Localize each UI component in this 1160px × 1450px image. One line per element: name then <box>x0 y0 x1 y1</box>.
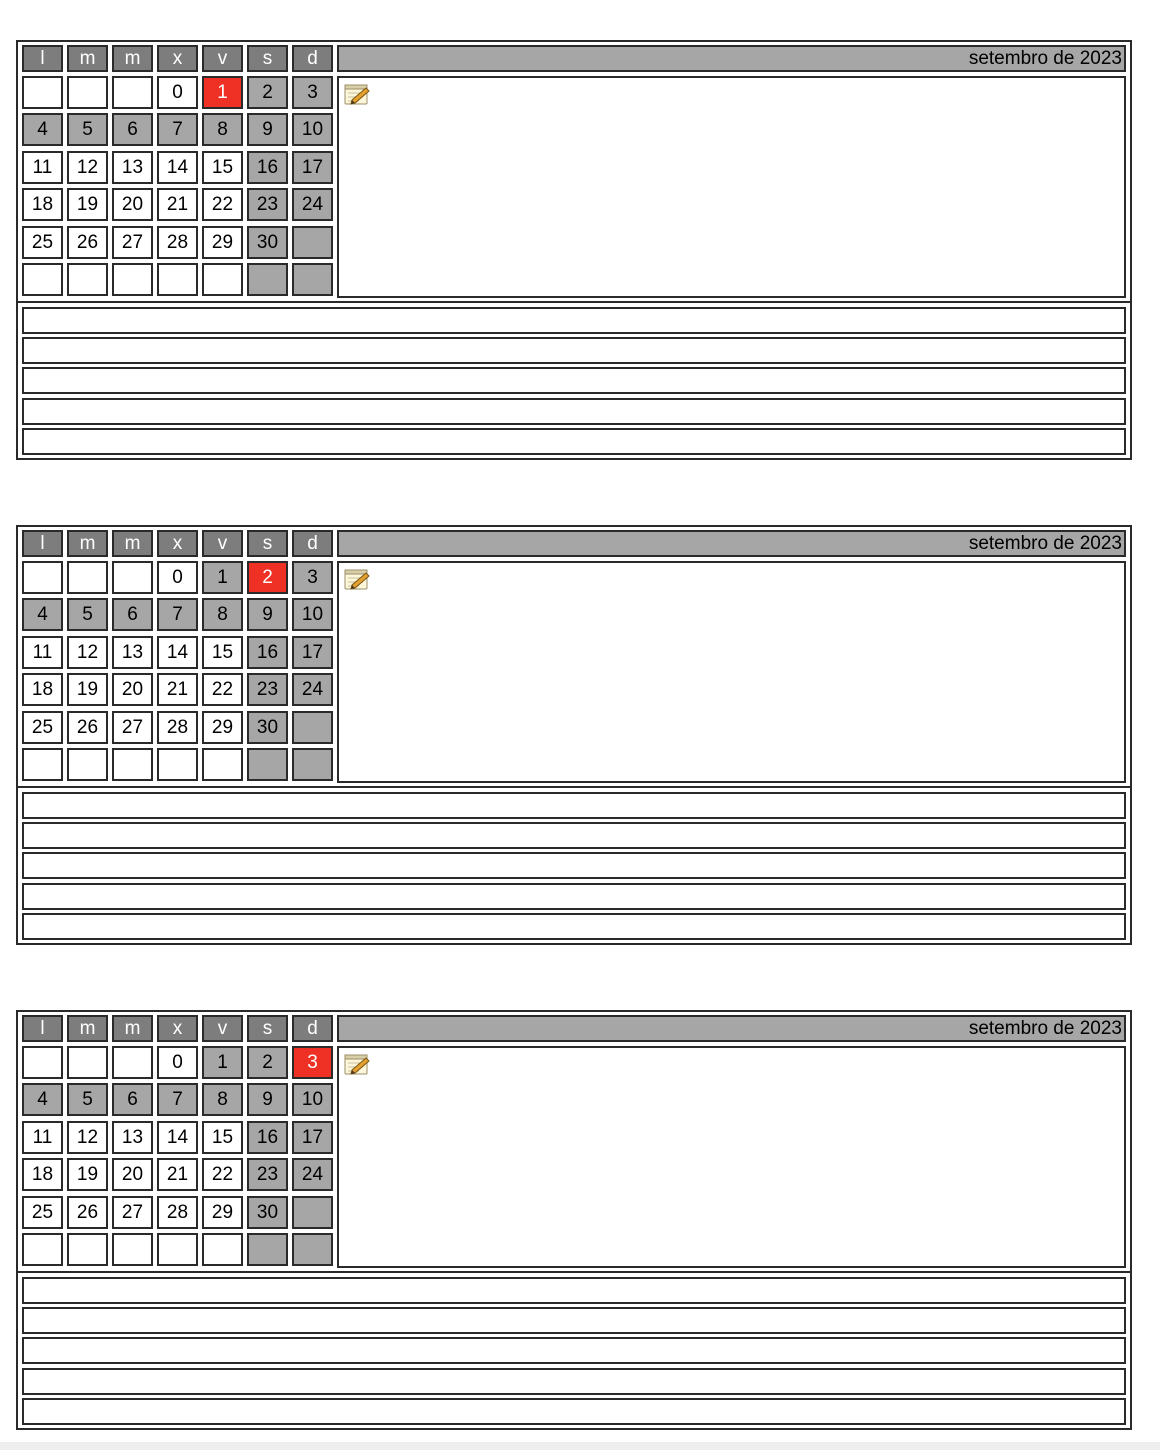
calendar-day[interactable]: 25 <box>22 711 63 744</box>
calendar-day[interactable]: 12 <box>67 636 108 669</box>
calendar-day[interactable]: 27 <box>112 711 153 744</box>
calendar-empty-cell <box>202 1233 243 1266</box>
calendar-empty-cell <box>292 748 333 781</box>
planner-top-area <box>18 42 1130 298</box>
planner-divider <box>18 786 1130 788</box>
calendar-empty-cell <box>247 1233 288 1266</box>
calendar-empty-cell <box>112 561 153 594</box>
calendar-day[interactable]: 10 <box>292 598 333 631</box>
weekday-header: x <box>157 45 198 72</box>
calendar-day[interactable]: 3 <box>292 561 333 594</box>
calendar-day[interactable]: 30 <box>247 1196 288 1229</box>
calendar-day[interactable]: 19 <box>67 188 108 221</box>
calendar-day[interactable]: 20 <box>112 673 153 706</box>
calendar-day[interactable]: 6 <box>112 598 153 631</box>
calendar-empty-cell <box>67 263 108 296</box>
calendar-day[interactable]: 17 <box>292 1121 333 1154</box>
calendar-day[interactable]: 5 <box>67 113 108 146</box>
calendar-empty-cell <box>22 1046 63 1079</box>
note-line[interactable] <box>22 1277 1126 1304</box>
calendar-day[interactable]: 11 <box>22 636 63 669</box>
calendar-empty-cell <box>157 1233 198 1266</box>
calendar-day[interactable]: 26 <box>67 711 108 744</box>
calendar-day[interactable]: 15 <box>202 1121 243 1154</box>
planner-divider <box>18 1271 1130 1273</box>
calendar-day[interactable]: 20 <box>112 1158 153 1191</box>
calendar-day[interactable]: 19 <box>67 673 108 706</box>
weekday-header: m <box>112 1015 153 1042</box>
calendar-day[interactable]: 30 <box>247 711 288 744</box>
calendar-empty-cell <box>292 263 333 296</box>
calendar-empty-cell <box>247 748 288 781</box>
calendar-day[interactable]: 21 <box>157 1158 198 1191</box>
calendar-empty-cell <box>67 1046 108 1079</box>
note-line[interactable] <box>22 1398 1126 1425</box>
calendar-day[interactable]: 13 <box>112 636 153 669</box>
calendar-empty-cell <box>292 711 333 744</box>
calendar-empty-cell <box>112 748 153 781</box>
calendar-day[interactable]: 17 <box>292 636 333 669</box>
note-line[interactable] <box>22 913 1126 940</box>
weekday-header: s <box>247 45 288 72</box>
planner-top-area <box>18 1012 1130 1268</box>
calendar-day[interactable]: 12 <box>67 151 108 184</box>
calendar-day-selected[interactable]: 1 <box>202 76 243 109</box>
calendar-day[interactable]: 4 <box>22 1083 63 1116</box>
calendar-empty-cell <box>22 561 63 594</box>
calendar-empty-cell <box>67 1233 108 1266</box>
day-planner <box>16 525 1132 945</box>
calendar-day[interactable]: 10 <box>292 113 333 146</box>
page-bottom-strip <box>0 1442 1160 1450</box>
calendar-day[interactable]: 20 <box>112 188 153 221</box>
calendar-day[interactable]: 1 <box>202 561 243 594</box>
edit-note-icon[interactable] <box>343 1051 371 1077</box>
month-label: setembro de 2023 <box>337 1015 1126 1042</box>
calendar-day[interactable]: 4 <box>22 598 63 631</box>
calendar-empty-cell <box>22 748 63 781</box>
calendar-empty-cell <box>67 561 108 594</box>
weekday-header: m <box>67 1015 108 1042</box>
calendar-day[interactable]: 21 <box>157 673 198 706</box>
calendar-empty-cell <box>292 226 333 259</box>
calendar-day[interactable]: 25 <box>22 226 63 259</box>
calendar-day-selected[interactable]: 2 <box>247 561 288 594</box>
calendar-day[interactable]: 10 <box>292 1083 333 1116</box>
day-planner <box>16 1010 1132 1430</box>
calendar-empty-cell <box>112 76 153 109</box>
calendar-day[interactable]: 2 <box>247 1046 288 1079</box>
calendar-day[interactable]: 14 <box>157 636 198 669</box>
calendar-day[interactable]: 24 <box>292 1158 333 1191</box>
note-line[interactable] <box>22 792 1126 819</box>
calendar-day[interactable]: 15 <box>202 151 243 184</box>
calendar-day[interactable]: 29 <box>202 226 243 259</box>
calendar-day[interactable]: 7 <box>157 1083 198 1116</box>
calendar-day[interactable]: 14 <box>157 1121 198 1154</box>
calendar-day[interactable]: 11 <box>22 1121 63 1154</box>
calendar-day[interactable]: 18 <box>22 188 63 221</box>
calendar-day[interactable]: 22 <box>202 673 243 706</box>
planner-top-area <box>18 527 1130 783</box>
calendar-empty-cell <box>202 263 243 296</box>
calendar-day[interactable]: 8 <box>202 113 243 146</box>
weekday-header: d <box>292 530 333 557</box>
note-line[interactable] <box>22 852 1126 879</box>
calendar-empty-cell <box>157 748 198 781</box>
calendar-day[interactable]: 30 <box>247 226 288 259</box>
weekday-header: d <box>292 1015 333 1042</box>
calendar-empty-cell <box>292 1233 333 1266</box>
calendar-day[interactable]: 28 <box>157 711 198 744</box>
calendar-day[interactable]: 9 <box>247 598 288 631</box>
calendar-day[interactable]: 15 <box>202 636 243 669</box>
weekday-header: s <box>247 1015 288 1042</box>
calendar-day[interactable]: 16 <box>247 1121 288 1154</box>
calendar-day[interactable]: 28 <box>157 226 198 259</box>
month-label: setembro de 2023 <box>337 530 1126 557</box>
calendar-day[interactable]: 13 <box>112 151 153 184</box>
weekday-header: l <box>22 530 63 557</box>
weekday-header: m <box>67 530 108 557</box>
calendar-day[interactable]: 23 <box>247 673 288 706</box>
note-line[interactable] <box>22 398 1126 425</box>
month-label: setembro de 2023 <box>337 45 1126 72</box>
calendar-empty-cell <box>292 1196 333 1229</box>
calendar-day[interactable]: 6 <box>112 1083 153 1116</box>
calendar-day[interactable]: 27 <box>112 1196 153 1229</box>
calendar-empty-cell <box>112 263 153 296</box>
calendar-day[interactable]: 28 <box>157 1196 198 1229</box>
calendar-day[interactable]: 18 <box>22 673 63 706</box>
calendar-day[interactable]: 8 <box>202 1083 243 1116</box>
calendar-day[interactable]: 9 <box>247 1083 288 1116</box>
calendar-empty-cell <box>22 76 63 109</box>
note-line[interactable] <box>22 1368 1126 1395</box>
note-line[interactable] <box>22 428 1126 455</box>
calendar-day[interactable]: 16 <box>247 151 288 184</box>
calendar-day[interactable]: 1 <box>202 1046 243 1079</box>
calendar-day[interactable]: 29 <box>202 711 243 744</box>
calendar-day[interactable]: 2 <box>247 76 288 109</box>
calendar-day[interactable]: 0 <box>157 561 198 594</box>
weekday-header: v <box>202 45 243 72</box>
calendar-empty-cell <box>67 76 108 109</box>
calendar-day[interactable]: 26 <box>67 1196 108 1229</box>
calendar-day[interactable]: 0 <box>157 76 198 109</box>
edit-note-icon[interactable] <box>343 81 371 107</box>
note-line[interactable] <box>22 307 1126 334</box>
calendar-day[interactable]: 18 <box>22 1158 63 1191</box>
weekday-header: l <box>22 45 63 72</box>
calendar-day[interactable]: 27 <box>112 226 153 259</box>
calendar-day[interactable]: 8 <box>202 598 243 631</box>
calendar-day[interactable]: 5 <box>67 598 108 631</box>
weekday-header: d <box>292 45 333 72</box>
day-notes-area[interactable] <box>337 76 1126 298</box>
calendar-day[interactable]: 6 <box>112 113 153 146</box>
weekday-header: v <box>202 530 243 557</box>
weekday-header: x <box>157 530 198 557</box>
calendar-day[interactable]: 21 <box>157 188 198 221</box>
day-notes-area[interactable] <box>337 1046 1126 1268</box>
calendar-day[interactable]: 13 <box>112 1121 153 1154</box>
calendar-day[interactable]: 24 <box>292 188 333 221</box>
note-line[interactable] <box>22 337 1126 364</box>
calendar-day[interactable]: 19 <box>67 1158 108 1191</box>
weekday-header: l <box>22 1015 63 1042</box>
weekday-header: m <box>112 45 153 72</box>
calendar-day[interactable]: 23 <box>247 188 288 221</box>
note-line[interactable] <box>22 1307 1126 1334</box>
note-line[interactable] <box>22 1337 1126 1364</box>
calendar-day[interactable]: 11 <box>22 151 63 184</box>
weekday-header: s <box>247 530 288 557</box>
calendar-empty-cell <box>202 748 243 781</box>
calendar-day[interactable]: 22 <box>202 188 243 221</box>
calendar-empty-cell <box>112 1046 153 1079</box>
calendar-day[interactable]: 12 <box>67 1121 108 1154</box>
calendar-day[interactable]: 22 <box>202 1158 243 1191</box>
calendar-empty-cell <box>157 263 198 296</box>
calendar-day[interactable]: 3 <box>292 76 333 109</box>
calendar-day[interactable]: 5 <box>67 1083 108 1116</box>
calendar-day[interactable]: 7 <box>157 598 198 631</box>
note-line[interactable] <box>22 367 1126 394</box>
calendar-empty-cell <box>247 263 288 296</box>
weekday-header: v <box>202 1015 243 1042</box>
calendar-day[interactable]: 0 <box>157 1046 198 1079</box>
weekday-header: x <box>157 1015 198 1042</box>
calendar-empty-cell <box>112 1233 153 1266</box>
day-planner <box>16 40 1132 460</box>
note-line[interactable] <box>22 883 1126 910</box>
calendar-empty-cell <box>67 748 108 781</box>
calendar-day[interactable]: 26 <box>67 226 108 259</box>
planner-divider <box>18 301 1130 303</box>
calendar-day[interactable]: 7 <box>157 113 198 146</box>
calendar-day[interactable]: 25 <box>22 1196 63 1229</box>
calendar-day[interactable]: 29 <box>202 1196 243 1229</box>
note-line[interactable] <box>22 822 1126 849</box>
weekday-header: m <box>67 45 108 72</box>
calendar-day[interactable]: 14 <box>157 151 198 184</box>
calendar-day[interactable]: 17 <box>292 151 333 184</box>
edit-note-icon[interactable] <box>343 566 371 592</box>
calendar-day-selected[interactable]: 3 <box>292 1046 333 1079</box>
calendar-empty-cell <box>22 1233 63 1266</box>
calendar-day[interactable]: 23 <box>247 1158 288 1191</box>
weekday-header: m <box>112 530 153 557</box>
day-notes-area[interactable] <box>337 561 1126 783</box>
calendar-day[interactable]: 4 <box>22 113 63 146</box>
calendar-empty-cell <box>22 263 63 296</box>
calendar-day[interactable]: 24 <box>292 673 333 706</box>
calendar-day[interactable]: 16 <box>247 636 288 669</box>
calendar-day[interactable]: 9 <box>247 113 288 146</box>
